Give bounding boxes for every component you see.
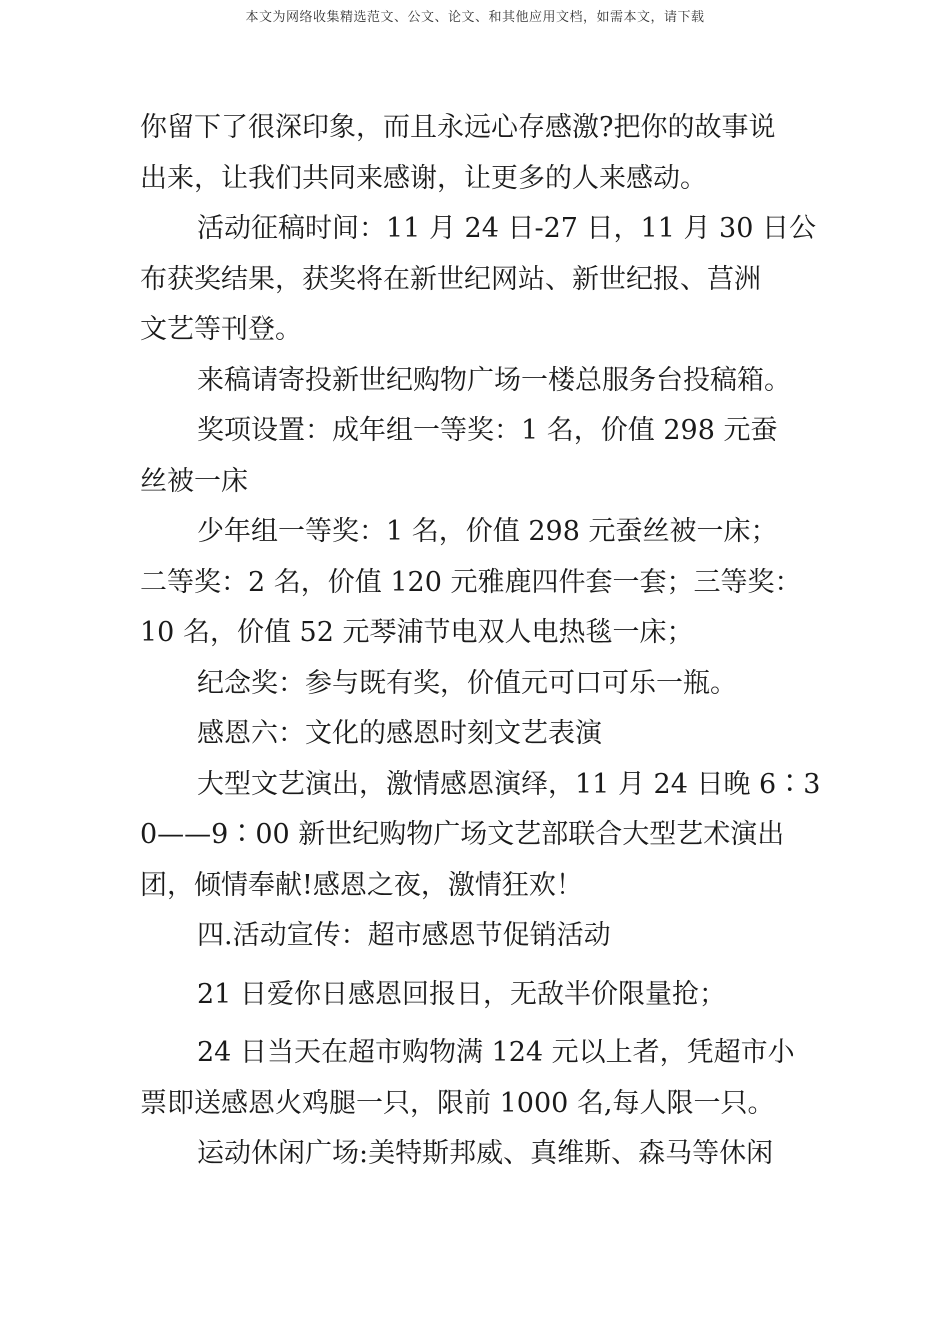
text-line: 0——9∶00 新世纪购物广场文艺部联合大型艺术演出 — [140, 819, 785, 850]
text-line: 你留下了很深印象，而且永远心存感激?把你的故事说 — [140, 112, 776, 143]
text-line: 来稿请寄投新世纪购物广场一楼总服务台投稿箱。 — [197, 364, 791, 396]
text-line: 10 名，价值 52 元琴浦节电双人电热毯一床； — [140, 617, 694, 648]
text-line: 团，倾情奉献!感恩之夜，激情狂欢！ — [140, 869, 583, 901]
text-line: 纪念奖：参与既有奖，价值元可口可乐一瓶。 — [197, 667, 737, 699]
text-line: 少年组一等奖：1 名，价值 298 元蚕丝被一床； — [197, 516, 778, 547]
text-line: 出来，让我们共同来感谢，让更多的人来感动。 — [140, 162, 707, 194]
document-body — [140, 103, 820, 1180]
text-line: 运动休闲广场:美特斯邦威、真维斯、森马等休闲 — [197, 1138, 774, 1169]
text-line: 布获奖结果，获奖将在新世纪网站、新世纪报、莒洲 — [140, 263, 761, 295]
text-line: 大型文艺演出，激情感恩演绎，11 月 24 日晚 6∶3 — [197, 768, 821, 800]
text-line: 24 日当天在超市购物满 124 元以上者，凭超市小 — [197, 1037, 795, 1068]
text-line: 活动征稿时间：11 月 24 日-27 日，11 月 30 日公 — [197, 213, 816, 244]
text-line: 奖项设置：成年组一等奖：1 名，价值 298 元蚕 — [197, 415, 778, 446]
text-line: 文艺等刊登。 — [140, 314, 302, 345]
text-line: 二等奖：2 名，价值 120 元雅鹿四件套一套；三等奖： — [140, 566, 802, 598]
text-line: 21 日爱你日感恩回报日，无敌半价限量抢； — [197, 978, 726, 1010]
text-line: 感恩六：文化的感恩时刻文艺表演 — [197, 718, 602, 749]
text-line: 丝被一床 — [140, 465, 248, 497]
text-line: 票即送感恩火鸡腿一只，限前 1000 名,每人限一只。 — [140, 1087, 775, 1119]
text-line: 四.活动宣传：超市感恩节促销活动 — [197, 920, 611, 951]
page-header: 本文为网络收集精选范文、公文、论文、和其他应用文档，如需本文，请下载 — [245, 10, 705, 25]
